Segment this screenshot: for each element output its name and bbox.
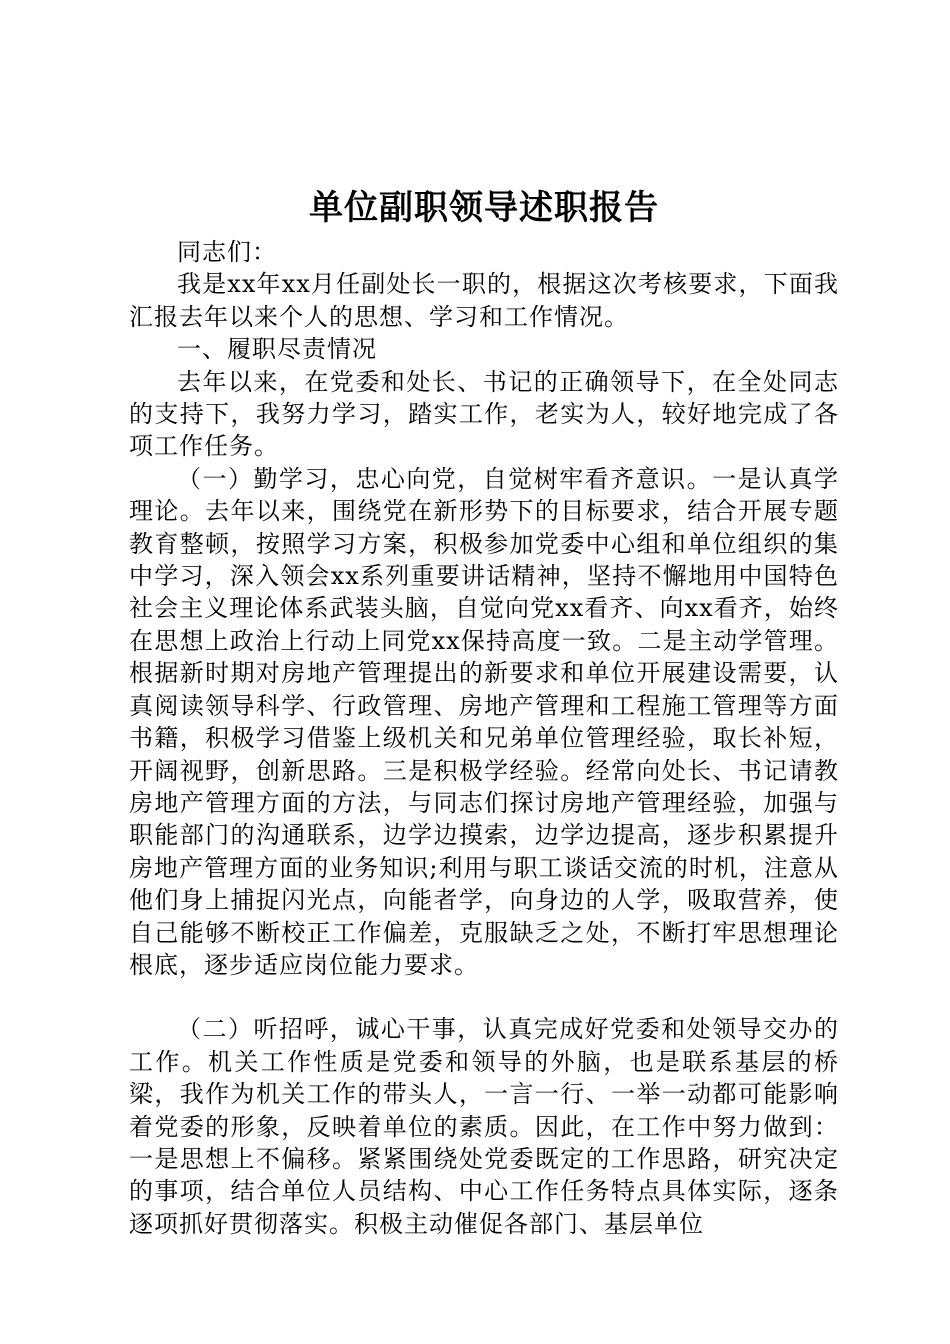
paragraph-overview: 去年以来，在党委和处长、书记的正确领导下，在全处同志的支持下，我努力学习，踏实工作，老实为人，较好地完成了各项工作任务。 [129, 367, 839, 461]
section-heading: 一、履职尽责情况 [177, 335, 377, 364]
paragraph-intro: 我是xx年xx月任副处长一职的，根据这次考核要求，下面我汇报去年以来个人的思想、学习和工作情况。 [129, 270, 839, 331]
salutation: 同志们： [177, 238, 277, 266]
document-page [129, 180, 839, 1240]
paragraph-study: （一）勤学习，忠心向党，自觉树牢看齐意识。一是认真学理论。去年以来，围绕党在新形势下的目标要求，结合开展专题教育整顿，按照学习方案，积极参加党委中心组和单位组织的集中学习，深入领会xx系列重要讲话精神，坚持不懈地用中国特色社会主义理论体系武装头脑，自觉向党xx看齐、向xx看齐，始终在思想上政治上行动上同党xx保持高度一致。二是主动学管理。根据新时期对房地产管理提出的新要求和单位开展建设需要，认真阅读领导科学、行政管理、房地产管理和工程施工管理等方面书籍，积极学习借鉴上级机关和兄弟单位管理经验，取长补短，开阔视野，创新思路。三是积极学经验。经常向处长、书记请教房地产管理方面的方法，与同志们探讨房地产管理经验，加强与职能部门的沟通联系，边学边摸索，边学边提高，逐步积累提升房地产管理方面的业务知识;利用与职工谈话交流的时机，注意从他们身上捕捉闪光点，向能者学，向身边的人学，吸取营养，使自己能够不断校正工作偏差，克服缺乏之处，不断打牢思想理论根底，逐步适应岗位能力要求。 [129, 464, 839, 979]
paragraph-work: （二）听招呼，诚心干事，认真完成好党委和处领导交办的工作。机关工作性质是党委和领导的外脑，也是联系基层的桥梁，我作为机关工作的带头人，一言一行、一举一动都可能影响着党委的形象，反映着单位的素质。因此，在工作中努力做到：一是思想上不偏移。紧紧围绕处党委既定的工作思路，研究决定的事项，结合单位人员结构、中心工作任务特点具体实际，逐条逐项抓好贯彻落实。积极主动催促各部门、基层单位 [129, 1015, 839, 1238]
document-title: 单位副职领导述职报告 [309, 188, 659, 228]
